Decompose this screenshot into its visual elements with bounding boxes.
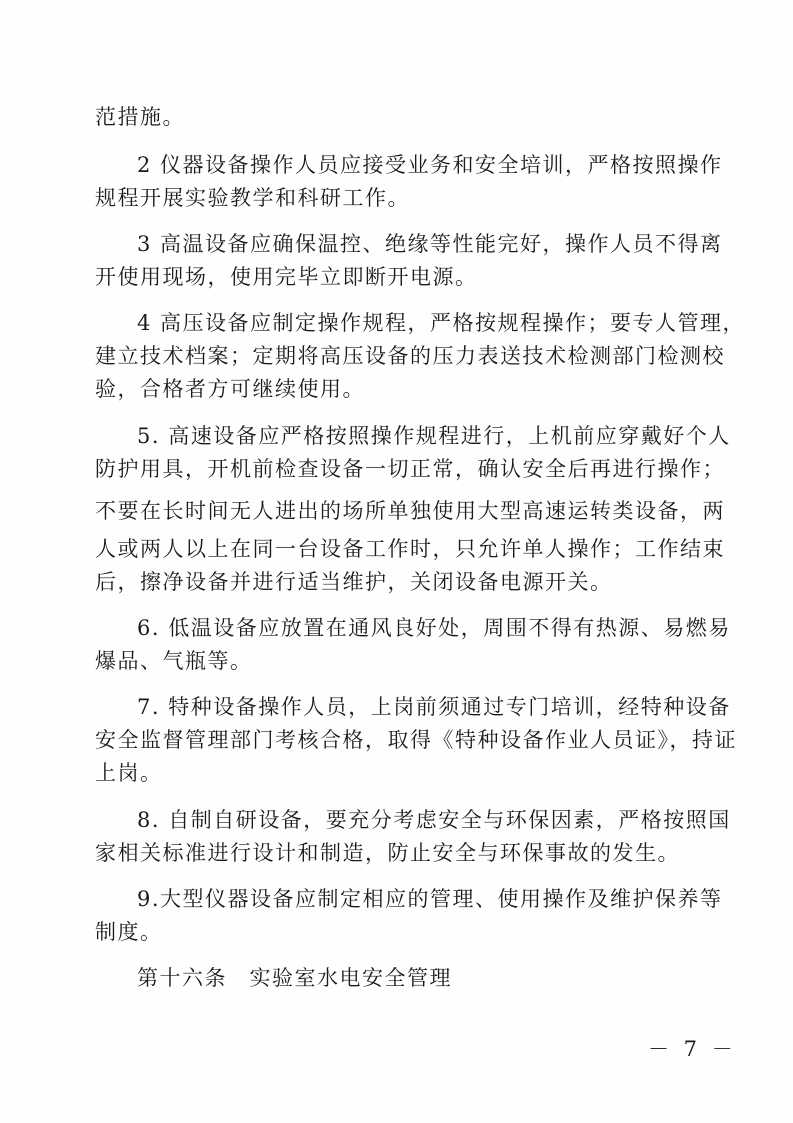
paragraph-2-line-1: 2 仪器设备操作人员应接受业务和安全培训，严格按照操作 <box>137 153 723 177</box>
paragraph-5-line-1: 5. 高速设备应严格按照操作规程进行，上机前应穿戴好个人 <box>137 424 731 448</box>
paragraph-9-line-1: 9.大型仪器设备应制定相应的管理、使用操作及维护保养等 <box>137 887 723 911</box>
text-line: 范措施。 <box>95 105 185 129</box>
article-heading: 第十六条 实验室水电安全管理 <box>137 966 452 990</box>
paragraph-7-line-2: 安全监督管理部门考核合格，取得《特种设备作业人员证》，持证 <box>95 728 737 752</box>
paragraph-6-line-1: 6. 低温设备应放置在通风良好处，周围不得有热源、易燃易 <box>137 616 731 640</box>
paragraph-5-line-3: 不要在长时间无人进出的场所单独使用大型高速运转类设备，两 <box>95 499 725 523</box>
paragraph-7-line-1: 7. 特种设备操作人员，上岗前须通过专门培训，经特种设备 <box>137 695 731 719</box>
paragraph-4-line-1: 4 高压设备应制定操作规程，严格按规程操作；要专人管理， <box>137 311 746 335</box>
paragraph-6-line-2: 爆品、气瓶等。 <box>95 649 253 673</box>
paragraph-8-line-1: 8. 自制自研设备，要充分考虑安全与环保因素，严格按照国 <box>137 808 731 832</box>
paragraph-5-line-2: 防护用具，开机前检查设备一切正常，确认安全后再进行操作； <box>95 457 725 481</box>
paragraph-7-line-3: 上岗。 <box>95 761 163 785</box>
paragraph-2-line-2: 规程开展实验教学和科研工作。 <box>95 186 410 210</box>
paragraph-8-line-2: 家相关标准进行设计和制造，防止安全与环保事故的发生。 <box>95 841 680 865</box>
paragraph-3-line-2: 开使用现场，使用完毕立即断开电源。 <box>95 265 478 289</box>
paragraph-5-line-5: 后，擦净设备并进行适当维护，关闭设备电源开关。 <box>95 570 613 594</box>
paragraph-9-line-2: 制度。 <box>95 920 163 944</box>
paragraph-4-line-3: 验，合格者方可继续使用。 <box>95 377 365 401</box>
paragraph-5-line-4: 人或两人以上在同一台设备工作时，只允许单人操作；工作结束 <box>95 537 725 561</box>
paragraph-3-line-1: 3 高温设备应确保温控、绝缘等性能完好，操作人员不得离 <box>137 232 723 256</box>
paragraph-4-line-2: 建立技术档案；定期将高压设备的压力表送技术检测部门检测校 <box>95 344 725 368</box>
page-number: － 7 － <box>648 1037 737 1061</box>
